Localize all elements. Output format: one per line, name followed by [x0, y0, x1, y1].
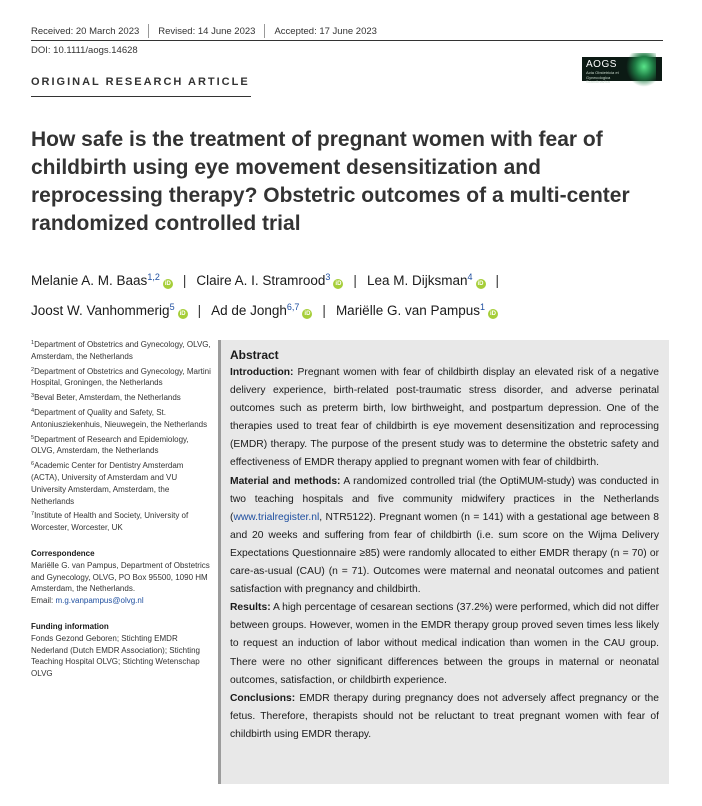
orcid-icon[interactable]: iD — [490, 311, 497, 317]
journal-logo — [582, 57, 662, 84]
journal-logo-name: AOGS — [586, 59, 617, 70]
abstract-conclusions: Conclusions: EMDR therapy during pregnancy does not adversely affect pregnancy or the fetus. Therefore, therapists should not be reluctant to treat pregnant women with fear of childbirth using EMDR therapy. — [230, 692, 659, 740]
author[interactable]: Lea M. Dijksman$^4$iD — [366, 272, 484, 288]
correspondence-email-link[interactable]: m.g.vanpampus@olvg.nl — [55, 596, 144, 606]
author-separator: | — [182, 273, 187, 288]
abstract-methods: Material and methods: A randomized controlled trial (the OptiMUM-study) was conducted in two teaching hospitals and five community midwifery practices in the Netherlands (www.trialregister.nl, NTR5122). Pregnant women (n = 141) with a gestational age between 8 and 20 weeks and suffering from fear of childbirth (i.e. sum score on the Wijma Delivery Expectations Questionnaire ≥85) were randomly allocated to either EMDR therapy (n = 70) or care-as-usual (CAU) (n = 71). Outcomes were maternal and neonatal outcomes and patient satisfaction with pregnancy and childbirth. — [230, 475, 659, 596]
author-affiliation-ref[interactable]: 3 — [325, 272, 331, 282]
author-affiliation-ref[interactable]: 4 — [467, 272, 473, 282]
trial-register-link[interactable]: www.trialregister.nl — [233, 511, 320, 523]
author-separator: | — [322, 303, 326, 318]
date-separator — [148, 24, 149, 38]
author[interactable]: Melanie A. M. Baas$^{1,2}$iD — [31, 272, 171, 288]
author-affiliation-ref[interactable]: 1,2 — [147, 272, 160, 282]
article-info-column — [31, 338, 211, 680]
abstract-box — [218, 340, 669, 784]
doi[interactable]: DOI: 10.1111/aogs.14628 — [31, 45, 138, 56]
affiliation: $^7$Institute of Health and Society, University of Worcester, Worcester, UK — [31, 511, 189, 533]
article-title: How safe is the treatment of pregnant women with fear of childbirth using eye movement desensitization and reprocessing therapy? Obstetric outcomes of a multi-center randomized controlled trial — [31, 128, 630, 235]
abstract-introduction: Introduction: Pregnant women with fear of childbirth display an elevated risk of a negative delivery experience, birth-related post-traumatic stress disorder, and adverse perinatal outcomes such as preterm birth, low birthweight, and postpartum depression. One of the therapies used to treat fear of childbirth is eye movement desensitization and reprocessing (EMDR) therapy. The purpose of the present study was to determine the obstetric safety and effectiveness of EMDR therapy applied to pregnant women with fear of childbirth. — [230, 367, 659, 469]
author-separator: | — [353, 273, 357, 288]
article-type-rule — [31, 96, 251, 97]
author-list — [31, 264, 671, 324]
revised-date: Revised: 14 June 2023 — [158, 25, 256, 37]
abstract-results: Results: A high percentage of cesarean sections (37.2%) were performed, which did not differ between groups. However, women in the EMDR therapy group proved seven times less likely to request an induction of labor without medical indication than women in the CAU group. There were no other significant differences between the groups in maternal or neonatal outcomes, satisfaction, or childbirth experience. — [230, 602, 659, 686]
author-affiliation-ref[interactable]: 6,7 — [286, 302, 300, 312]
affiliation: $^4$Department of Quality and Safety, St. Antoniusziekenhuis, Nieuwegein, the Netherlands — [31, 407, 208, 429]
author-separator: | — [197, 303, 202, 318]
orcid-icon[interactable]: iD — [335, 281, 342, 287]
author[interactable]: Mariëlle G. van Pampus$^1$iD — [335, 302, 497, 318]
publication-dates — [31, 24, 377, 38]
author-affiliation-ref[interactable]: 5 — [169, 302, 175, 312]
affiliation: $^3$Beval Beter, Amsterdam, the Netherlands — [31, 393, 181, 403]
author[interactable]: Ad de Jongh$^{6,7}$iD — [211, 302, 311, 318]
orcid-icon[interactable]: iD — [304, 311, 311, 317]
journal-logo-subtitle: Acta Obstetricia et Gynecologica Scandinavica — [586, 70, 619, 84]
author-affiliation-ref[interactable]: 1 — [480, 302, 486, 312]
author[interactable]: Claire A. I. Stramrood$^3$iD — [196, 272, 342, 288]
orcid-icon[interactable]: iD — [477, 281, 484, 287]
affiliation: $^5$Department of Research and Epidemiology, OLVG, Amsterdam, the Netherlands — [31, 434, 189, 456]
affiliation: $^1$Department of Obstetrics and Gynecology, OLVG, Amsterdam, the Netherlands — [31, 340, 211, 361]
funding-text: Fonds Gezond Geboren; Stichting EMDR Nederland (Dutch EMDR Association); Stichting Teaching Hospital OLVG; Stichting Wetenschap OLVG — [31, 633, 200, 679]
affiliation: $^6$Academic Center for Dentistry Amsterdam (ACTA), University of Amsterdam and VU University Amsterdam, Amsterdam, the Netherlands — [31, 461, 184, 506]
abstract-heading: Abstract — [230, 348, 279, 362]
author-separator: | — [495, 273, 500, 288]
orcid-icon[interactable]: iD — [179, 311, 186, 317]
date-separator — [264, 24, 265, 38]
funding-heading: Funding information — [31, 621, 109, 631]
affiliation: $^2$Department of Obstetrics and Gynecology, Martini Hospital, Groningen, the Netherlands — [31, 366, 211, 388]
header-rule — [31, 40, 663, 41]
correspondence-text: Mariëlle G. van Pampus, Department of Obstetrics and Gynecology, OLVG, PO Box 95500, 1090 HM Amsterdam, the Netherlands. Email: m.g.vanpampus@olvg.nl — [31, 560, 210, 606]
accepted-date: Accepted: 17 June 2023 — [274, 25, 377, 37]
correspondence-heading: Correspondence — [31, 548, 95, 558]
orcid-icon[interactable]: iD — [164, 281, 171, 287]
received-date: Received: 20 March 2023 — [31, 25, 140, 37]
article-type: ORIGINAL RESEARCH ARTICLE — [31, 76, 250, 88]
author[interactable]: Joost W. Vanhommerig$^5$iD — [31, 302, 186, 318]
